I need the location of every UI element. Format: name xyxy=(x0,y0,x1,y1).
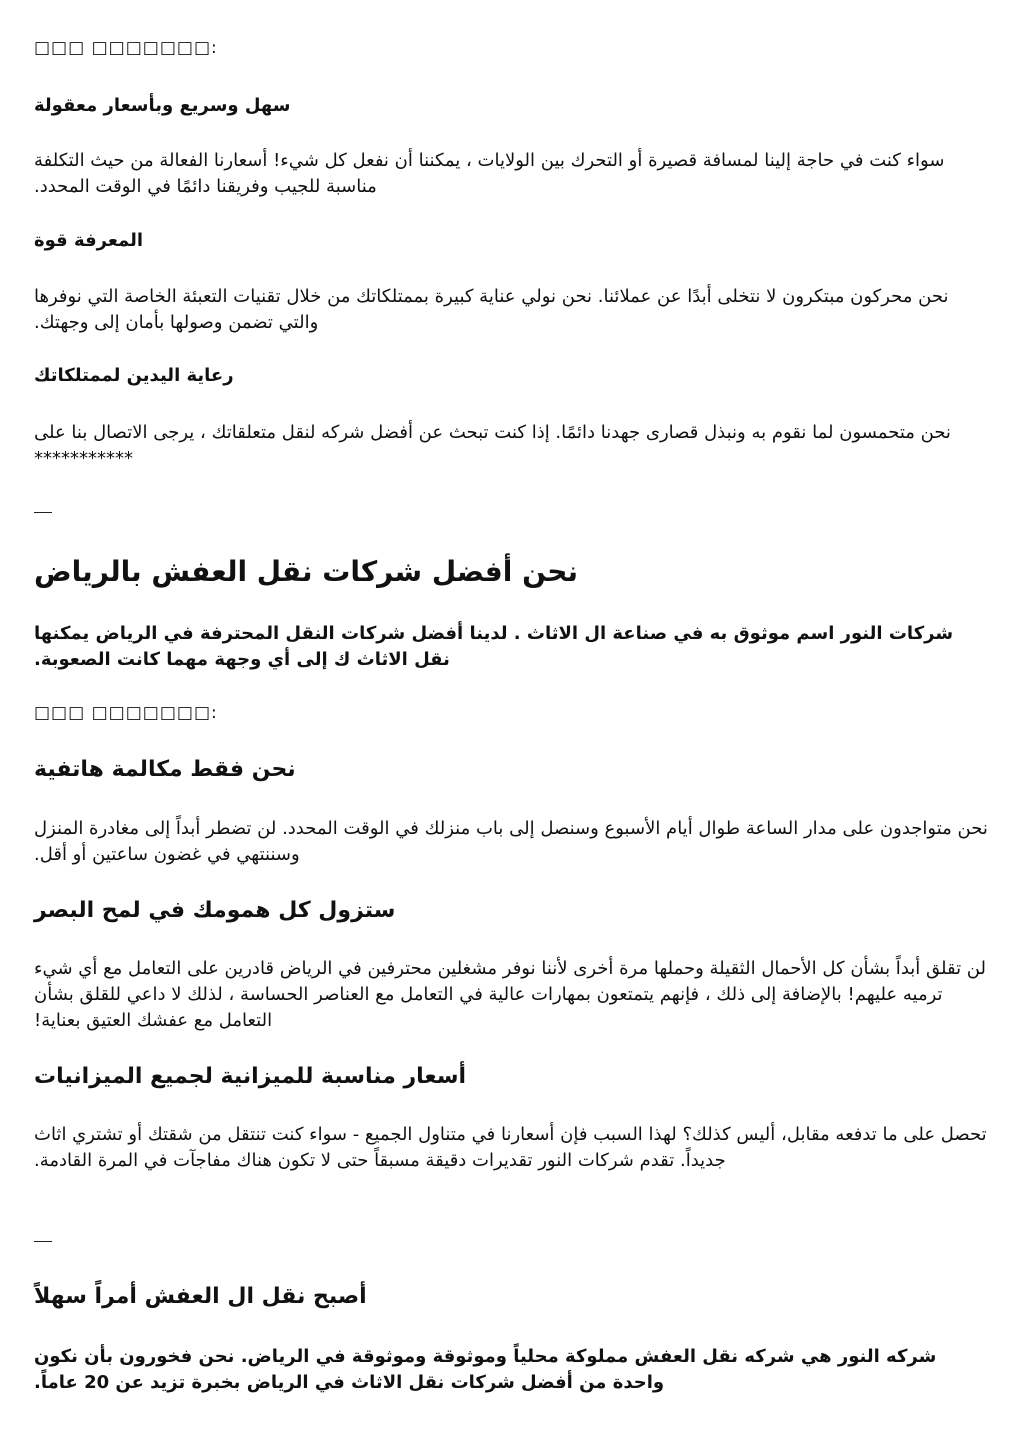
lead-paragraph-moving-easy: شركه النور هي شركه نقل العفش مملوكة محلياً وموثوقة وموثوقة في الرياض. نحن فخورون بأن نكون واحدة من أفضل شركات نقل الاثاث في الرياض بخبرة تزيد عن 20 عاماً. xyxy=(34,1346,937,1393)
document-page xyxy=(34,0,990,1449)
paragraph-phone-call: نحن متواجدون على مدار الساعة طوال أيام الأسبوع وسنصل إلى باب منزلك في الوقت المحدد. لن تضطر أبداً إلى مغادرة المنزل وسننتهي في غضون ساعتين أو أقل. xyxy=(34,818,988,865)
paragraph-easy-fast: سواء كنت في حاجة إلينا لمسافة قصيرة أو التحرك بين الولايات ، يمكننا أن نفعل كل شيء! أسعارنا الفعالة من حيث التكلفة مناسبة للجيب وفريقنا دائمًا في الوقت المحدد. xyxy=(34,150,945,197)
lead-paragraph-best-movers: شركات النور اسم موثوق به في صناعة ال الاثاث . لدينا أفضل شركات النقل المحترفة في الرياض يمكنها نقل الاثاث ك إلى أي وجهة مهما كانت الصعوبة. xyxy=(34,623,954,670)
section-label: □□□ □□□□□□□: xyxy=(34,703,218,723)
paragraph-care-belongings: نحن متحمسون لما نقوم به ونبذل قصارى جهدنا دائمًا. إذا كنت تبحث عن أفضل شركه لنقل متعلقاتك ، يرجى الاتصال بنا على *********** xyxy=(34,422,951,469)
section-title-best-movers: نحن أفضل شركات نقل العفش بالرياض xyxy=(34,555,578,588)
section-label: □□□ □□□□□□□: xyxy=(34,38,218,58)
separator xyxy=(34,512,52,513)
subheading-phone-call: نحن فقط مكالمة هاتفية xyxy=(34,757,296,782)
separator xyxy=(34,1241,52,1242)
subheading-worries-vanish: ستزول كل همومك في لمح البصر xyxy=(34,898,396,923)
paragraph-worries-vanish: لن تقلق أبداً بشأن كل الأحمال الثقيلة وحملها مرة أخرى لأننا نوفر مشغلين محترفين في الرياض قادرين على التعامل مع أي شيء ترميه عليهم! بالإضافة إلى ذلك ، فإنهم يتمتعون بمهارات عالية في التعامل مع العناصر الحساسة ، لذلك لا داعي للقلق بشأن التعامل مع عفشك العتيق بعناية! xyxy=(34,958,986,1031)
subheading-easy-fast-affordable: سهل وسريع وبأسعار معقولة xyxy=(34,95,291,116)
section-title-moving-easy: أصبح نقل ال العفش أمراً سهلاً xyxy=(34,1284,367,1309)
paragraph-knowledge-power: نحن محركون مبتكرون لا نتخلى أبدًا عن عملائنا. نحن نولي عناية كبيرة بممتلكاتك من خلال تقنيات التعبئة الخاصة التي نوفرها والتي تضمن وصولها بأمان إلى وجهتك. xyxy=(34,286,949,333)
subheading-care-belongings: رعاية اليدين لممتلكاتك xyxy=(34,365,234,386)
subheading-affordable-prices: أسعار مناسبة للميزانية لجميع الميزانيات xyxy=(34,1064,466,1089)
subheading-knowledge-power: المعرفة قوة xyxy=(34,230,144,251)
paragraph-affordable-prices: تحصل على ما تدفعه مقابل، أليس كذلك؟ لهذا السبب فإن أسعارنا في متناول الجميع - سواء كنت تنتقل من شقتك أو تشتري اثاث جديداً. تقدم شركات النور تقديرات دقيقة مسبقاً حتى لا تكون هناك مفاجآت في المرة القادمة. xyxy=(34,1124,987,1171)
